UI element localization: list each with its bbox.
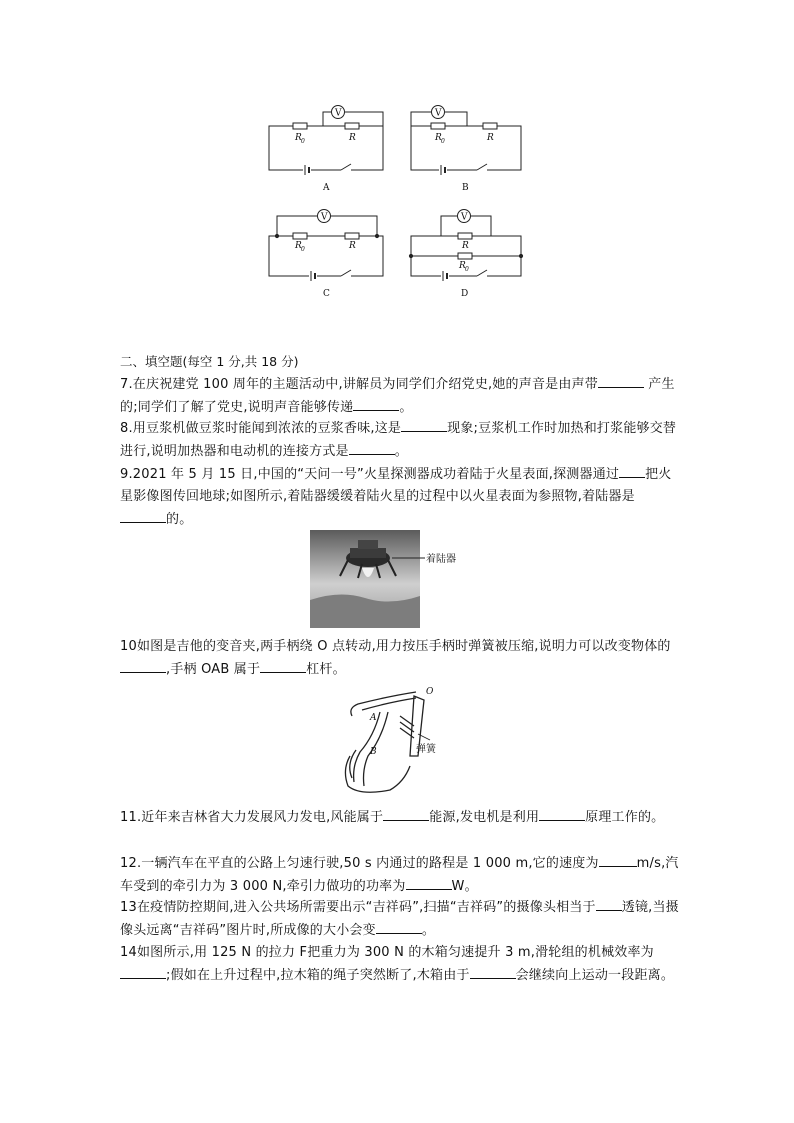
answer-blank[interactable]	[120, 508, 166, 523]
circuit-diagrams	[255, 98, 545, 308]
answer-blank[interactable]	[470, 964, 516, 979]
point-a-label: A	[370, 713, 377, 723]
capo-icon	[345, 692, 424, 792]
q10-text-2: ,手柄 OAB 属于	[166, 662, 261, 677]
answer-blank[interactable]	[598, 373, 644, 388]
circuit-caption-a: A	[323, 183, 330, 193]
q11-text-3: 原理工作的。	[585, 810, 665, 825]
spring-label: 弹簧	[416, 744, 436, 755]
circuit-b	[411, 106, 521, 176]
r0-subscript: 0	[465, 266, 469, 273]
voltmeter-label: V	[435, 108, 442, 119]
answer-blank[interactable]	[120, 658, 166, 673]
q13-text-2: 透镜,当摄像头远离“吉祥码”图片时,所成像的大小会变	[120, 900, 679, 938]
question-13	[120, 896, 680, 942]
q13-text-1: 13在疫情防控期间,进入公共场所需要出示“吉祥码”,扫描“吉祥码”的摄像头相当于	[120, 900, 596, 915]
answer-blank[interactable]	[376, 919, 422, 934]
q10-text-1: 10如图是吉他的变音夹,两手柄绕 O 点转动,用力按压手柄时弹簧被压缩,说明力可以改变物体的	[120, 639, 671, 654]
r0-subscript: 0	[441, 138, 445, 145]
answer-blank[interactable]	[401, 417, 447, 432]
circuit-caption-c: C	[323, 289, 330, 299]
q8-text-2: 现象;豆浆机工作时加热和打浆能够交替进行,说明加热器和电动机的连接方式是	[120, 421, 677, 459]
q11-text-2: 能源,发电机是利用	[429, 810, 540, 825]
q10-text-3: 杠杆。	[306, 662, 346, 677]
r-label: R	[487, 133, 494, 143]
r0-subscript: 0	[301, 246, 305, 253]
q9-text-3: 的。	[166, 512, 193, 527]
voltmeter-label: V	[461, 212, 468, 223]
lander-label: 着陆器	[426, 554, 456, 565]
q7-text-2: 产生的;同学们了解了党史,说明声音能够传递	[120, 377, 675, 415]
point-o-label: O	[426, 687, 434, 697]
question-8	[120, 417, 680, 463]
circuit-a	[269, 106, 383, 176]
mars-lander-figure	[310, 530, 485, 628]
q11-text-1: 11.近年来吉林省大力发展风力发电,风能属于	[120, 810, 384, 825]
r0-label: R	[435, 133, 442, 143]
q7-text-1: 7.在庆祝建党 100 周年的主题活动中,讲解员为同学们介绍党史,她的声音是由声带	[120, 377, 598, 392]
q9-text-2: 把火星影像图传回地球;如图所示,着陆器缓缓着陆火星的过程中以火星表面为参照物,着陆器是	[120, 467, 672, 504]
answer-blank[interactable]	[260, 658, 306, 673]
answer-blank[interactable]	[406, 875, 452, 890]
point-b-label: B	[370, 747, 377, 757]
answer-blank[interactable]	[383, 806, 429, 821]
q7-text-3: 。	[399, 400, 413, 415]
guitar-capo-figure	[330, 686, 440, 800]
section-title: 二、填空题(每空 1 分,共 18 分)	[120, 354, 299, 369]
q12-text-2: m/s,汽车受到的牵引力为 3 000 N,牵引力做功的功率为	[120, 856, 679, 894]
answer-blank[interactable]	[120, 964, 166, 979]
q8-text-1: 8.用豆浆机做豆浆时能闻到浓浓的豆浆香味,这是	[120, 421, 402, 436]
question-12	[120, 852, 680, 898]
r0-label: R	[459, 261, 466, 271]
answer-blank[interactable]	[353, 396, 399, 411]
voltmeter-label: V	[321, 212, 328, 223]
question-7	[120, 373, 680, 419]
answer-blank[interactable]	[539, 806, 585, 821]
q14-text-3: 会继续向上运动一段距离。	[515, 968, 675, 983]
voltmeter-label: V	[335, 108, 342, 119]
circuit-caption-d: D	[461, 289, 469, 299]
r0-subscript: 0	[301, 138, 305, 145]
question-10	[120, 636, 680, 681]
question-11	[120, 806, 680, 829]
q14-text-1: 14如图所示,用 125 N 的拉力 F把重力为 300 N 的木箱匀速提升 3 m,滑轮组的机械效率为	[120, 945, 654, 960]
r0-label: R	[295, 133, 302, 143]
answer-blank[interactable]	[349, 440, 395, 455]
r0-label: R	[295, 241, 302, 251]
answer-blank[interactable]	[599, 852, 637, 867]
circuit-caption-b: B	[462, 183, 469, 193]
q8-text-3: 。	[394, 444, 408, 459]
answer-blank[interactable]	[596, 896, 622, 911]
q12-text-1: 12.一辆汽车在平直的公路上匀速行驶,50 s 内通过的路程是 1 000 m,它的速度为	[120, 856, 599, 871]
r-label: R	[349, 133, 356, 143]
r-label: R	[462, 241, 469, 251]
q14-text-2: ;假如在上升过程中,拉木箱的绳子突然断了,木箱由于	[166, 968, 470, 983]
q13-text-3: 。	[421, 923, 436, 938]
q12-text-3: W。	[451, 879, 478, 894]
question-14	[120, 942, 680, 987]
question-9	[120, 463, 680, 531]
q9-text-1: 9.2021 年 5 月 15 日,中国的“天问一号”火星探测器成功着陆于火星表面,探测器通过	[120, 467, 620, 482]
r-label: R	[349, 241, 356, 251]
answer-blank[interactable]	[619, 463, 645, 478]
